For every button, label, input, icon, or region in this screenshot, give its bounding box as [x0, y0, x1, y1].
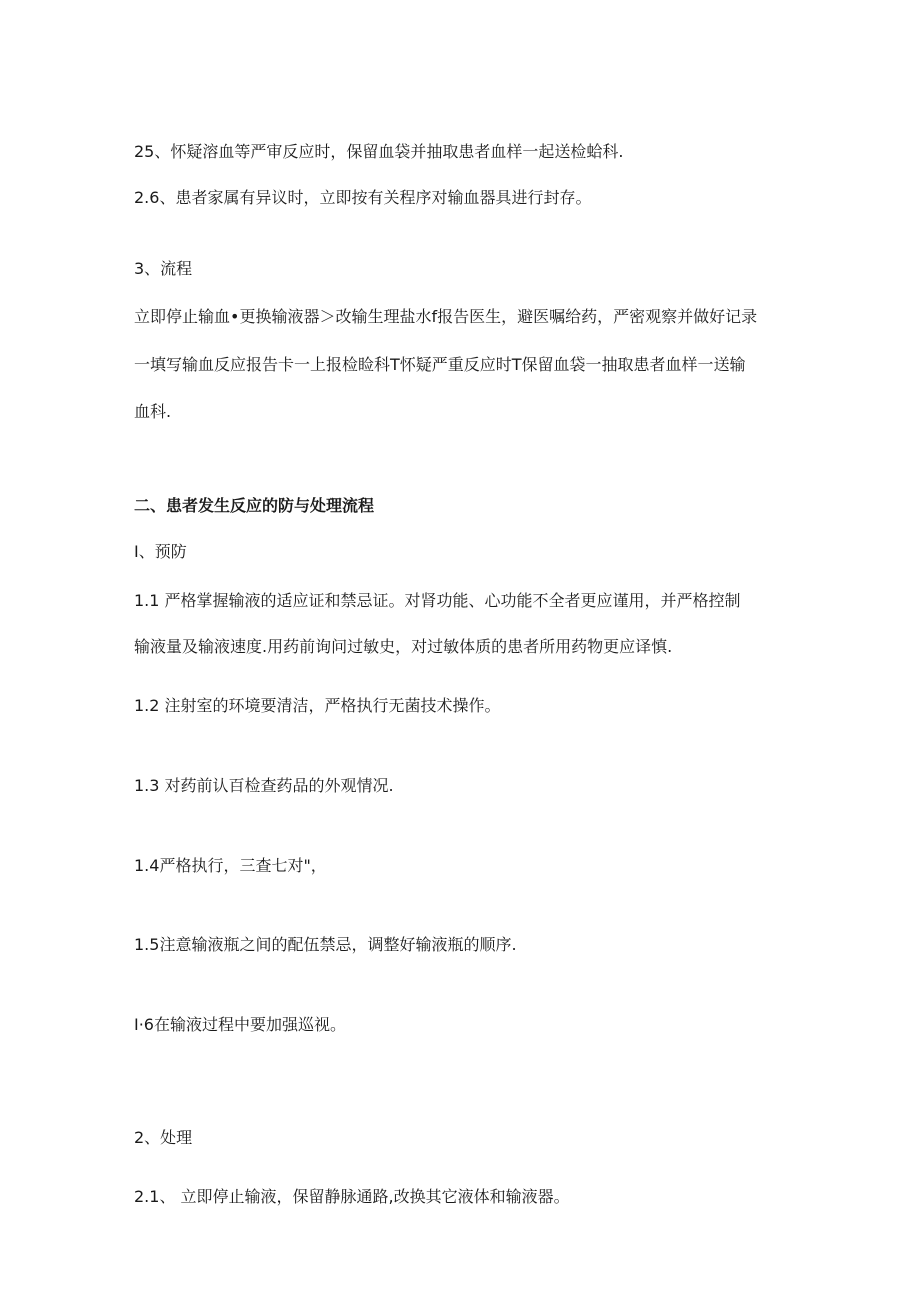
section-heading-prevention: I、预防 — [134, 542, 187, 561]
paragraph-2-1: 2.1、 立即停止输液，保留静脉通路,改换其它液体和输液器。 — [134, 1187, 570, 1206]
process-text-line-2: 一填写输血反应报告卡一上报检睑科T怀疑严重反应时T保留血袋一抽取患者血样一送输 — [134, 355, 746, 374]
paragraph-1-6: I·6在输液过程中要加强巡视。 — [134, 1015, 346, 1034]
section-heading-treatment: 2、处理 — [134, 1128, 193, 1147]
paragraph-2-5: 25、怀疑溶血等严审反应时，保留血袋并抽取患者血样一起送检蛤科. — [134, 142, 624, 161]
process-text-line-3: 血科. — [134, 402, 172, 421]
chapter-heading: 二、患者发生反应的防与处理流程 — [134, 496, 375, 515]
process-text-line-1: 立即停止输血•更换输液器＞改输生理盐水f报告医生，避医嘱给药，严密观察并做好记录 — [134, 307, 758, 326]
paragraph-1-1-line-1: 1.1 严格掌握输液的适应证和禁忌证。对肾功能、心功能不全者更应谨用，并严格控制 — [134, 591, 741, 610]
paragraph-1-1-line-2: 输液量及输液速度.用药前询问过敏史，对过敏体质的患者所用药物更应译慎. — [134, 637, 673, 656]
paragraph-1-5: 1.5注意输液瓶之间的配伍禁忌，调整好输液瓶的顺序. — [134, 935, 517, 954]
section-heading-process: 3、流程 — [134, 259, 193, 278]
paragraph-1-3: 1.3 对药前认百检查药品的外观情况. — [134, 776, 394, 795]
paragraph-1-2: 1.2 注射室的环境要清洁，严格执行无菌技术操作。 — [134, 696, 501, 715]
paragraph-1-4: 1.4严格执行，三查七对"， — [134, 856, 327, 875]
paragraph-2-6: 2.6、患者家属有异议时，立即按有关程序对输血器具进行封存。 — [134, 188, 592, 207]
